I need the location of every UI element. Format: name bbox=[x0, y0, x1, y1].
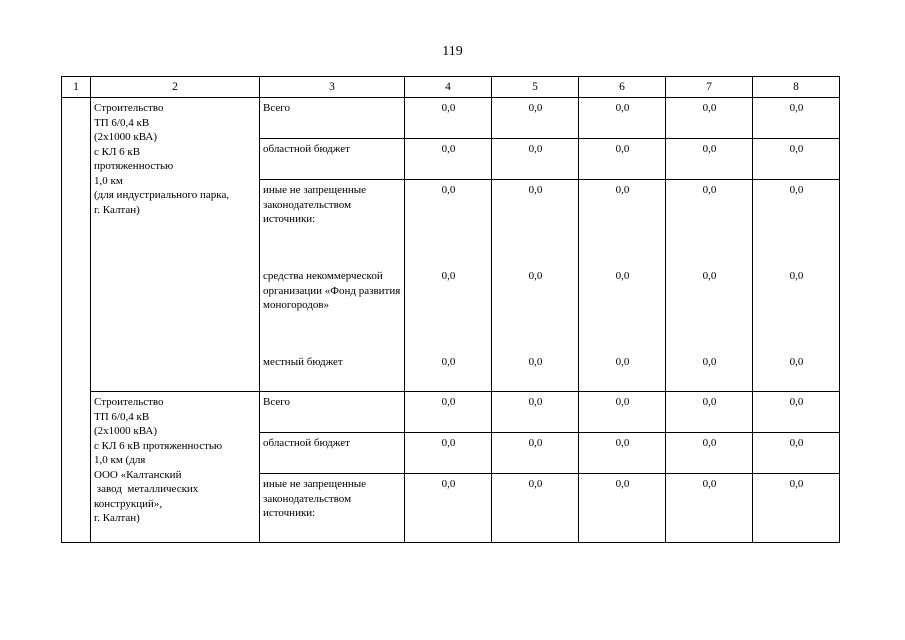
header-cell: 5 bbox=[492, 77, 579, 98]
value-cell: 0,0 bbox=[666, 392, 753, 433]
value-cell: 0,0 bbox=[753, 139, 840, 180]
object-name-line: ТП 6/0,4 кВ bbox=[94, 410, 150, 423]
value-cell: 0,0 bbox=[492, 392, 579, 433]
source-cell: иные не запрещенные законодательством источники: bbox=[260, 474, 405, 543]
source-cell bbox=[260, 180, 405, 392]
value-cell: 0,0 bbox=[492, 474, 579, 543]
header-cell: 6 bbox=[579, 77, 666, 98]
object-name-line: ТП 6/0,4 кВ bbox=[94, 116, 150, 129]
object-name-line: Строительство bbox=[94, 102, 164, 114]
header-cell: 1 bbox=[62, 77, 91, 98]
source-group bbox=[263, 183, 402, 269]
value-cell bbox=[405, 180, 492, 392]
value-cell: 0,0 bbox=[579, 433, 666, 474]
header-cell: 3 bbox=[260, 77, 405, 98]
value-cell: 0,0 bbox=[405, 392, 492, 433]
page-number: 119 bbox=[442, 44, 463, 59]
value-cell: 0,0 bbox=[492, 433, 579, 474]
value-cell: 0,0 bbox=[579, 139, 666, 180]
object-name-line: г. Калтан) bbox=[94, 512, 140, 524]
object-name-line: завод металлических bbox=[94, 483, 199, 495]
object-name-cell bbox=[91, 98, 260, 392]
table-row bbox=[62, 98, 840, 139]
value-cell: 0,0 bbox=[753, 474, 840, 543]
value-cell bbox=[579, 180, 666, 392]
value-cell: 0,0 bbox=[579, 98, 666, 139]
value: 0,0 bbox=[441, 184, 456, 196]
value-cell: 0,0 bbox=[753, 433, 840, 474]
object-name-line: г. Калтан) bbox=[94, 203, 140, 216]
value-cell: 0,0 bbox=[666, 139, 753, 180]
value-cell: 0,0 bbox=[579, 474, 666, 543]
index-cell bbox=[62, 392, 91, 543]
source-cell: областной бюджет bbox=[260, 139, 405, 180]
object-name-line: с КЛ 6 кВ bbox=[94, 145, 141, 158]
header-cell: 7 bbox=[666, 77, 753, 98]
value: 0,0 bbox=[528, 184, 543, 196]
object-name-line: Строительство bbox=[94, 396, 164, 408]
value-cell: 0,0 bbox=[753, 98, 840, 139]
header-cell: 2 bbox=[91, 77, 260, 98]
value-cell: 0,0 bbox=[666, 433, 753, 474]
value-cell: 0,0 bbox=[579, 392, 666, 433]
value: 0,0 bbox=[528, 356, 543, 368]
value-cell: 0,0 bbox=[666, 98, 753, 139]
object-name-line: с КЛ 6 кВ протяженностью bbox=[94, 439, 223, 452]
value: 0,0 bbox=[615, 184, 630, 196]
table-row bbox=[62, 392, 840, 433]
value-cell: 0,0 bbox=[405, 433, 492, 474]
value-cell: 0,0 bbox=[492, 139, 579, 180]
value: 0,0 bbox=[789, 184, 804, 196]
object-name-line: протяженностью bbox=[94, 160, 174, 172]
source-cell: областной бюджет bbox=[260, 433, 405, 474]
source-text: средства некоммерческой организации «Фонд развития моногородов» bbox=[263, 270, 401, 311]
header-cell: 8 bbox=[753, 77, 840, 98]
source-sub bbox=[263, 355, 402, 370]
source-text: местный бюджет bbox=[263, 356, 343, 368]
value-cell: 0,0 bbox=[405, 139, 492, 180]
value-cell: 0,0 bbox=[666, 474, 753, 543]
value-cell bbox=[492, 180, 579, 392]
value: 0,0 bbox=[789, 356, 804, 368]
object-name-cell bbox=[91, 392, 260, 543]
value: 0,0 bbox=[528, 270, 543, 282]
value-cell: 0,0 bbox=[753, 392, 840, 433]
source-sub bbox=[263, 269, 402, 355]
budget-table bbox=[61, 76, 840, 543]
value-cell: 0,0 bbox=[405, 98, 492, 139]
value: 0,0 bbox=[441, 356, 456, 368]
value-cell bbox=[753, 180, 840, 392]
object-name-line: 1,0 км (для bbox=[94, 454, 146, 466]
value-cell: 0,0 bbox=[405, 474, 492, 543]
value-cell: 0,0 bbox=[492, 98, 579, 139]
header-row bbox=[62, 77, 840, 98]
object-name-line: 1,0 км bbox=[94, 174, 123, 187]
value: 0,0 bbox=[789, 270, 804, 282]
value: 0,0 bbox=[615, 356, 630, 368]
source-cell: Всего bbox=[260, 98, 405, 139]
value: 0,0 bbox=[615, 270, 630, 282]
value: 0,0 bbox=[702, 184, 717, 196]
value: 0,0 bbox=[441, 270, 456, 282]
header-cell: 4 bbox=[405, 77, 492, 98]
source-text: иные не запрещенные законодательством источники: bbox=[263, 184, 367, 225]
index-cell bbox=[62, 98, 91, 392]
object-name-line: (для индустриального парка, bbox=[94, 189, 230, 201]
object-name-line: конструкций», bbox=[94, 497, 163, 510]
value: 0,0 bbox=[702, 356, 717, 368]
value: 0,0 bbox=[702, 270, 717, 282]
object-name-line: (2х1000 кВА) bbox=[94, 131, 158, 143]
value-cell bbox=[666, 180, 753, 392]
source-cell: Всего bbox=[260, 392, 405, 433]
object-name-line: ООО «Калтанский bbox=[94, 468, 182, 481]
object-name-line: (2х1000 кВА) bbox=[94, 425, 158, 437]
